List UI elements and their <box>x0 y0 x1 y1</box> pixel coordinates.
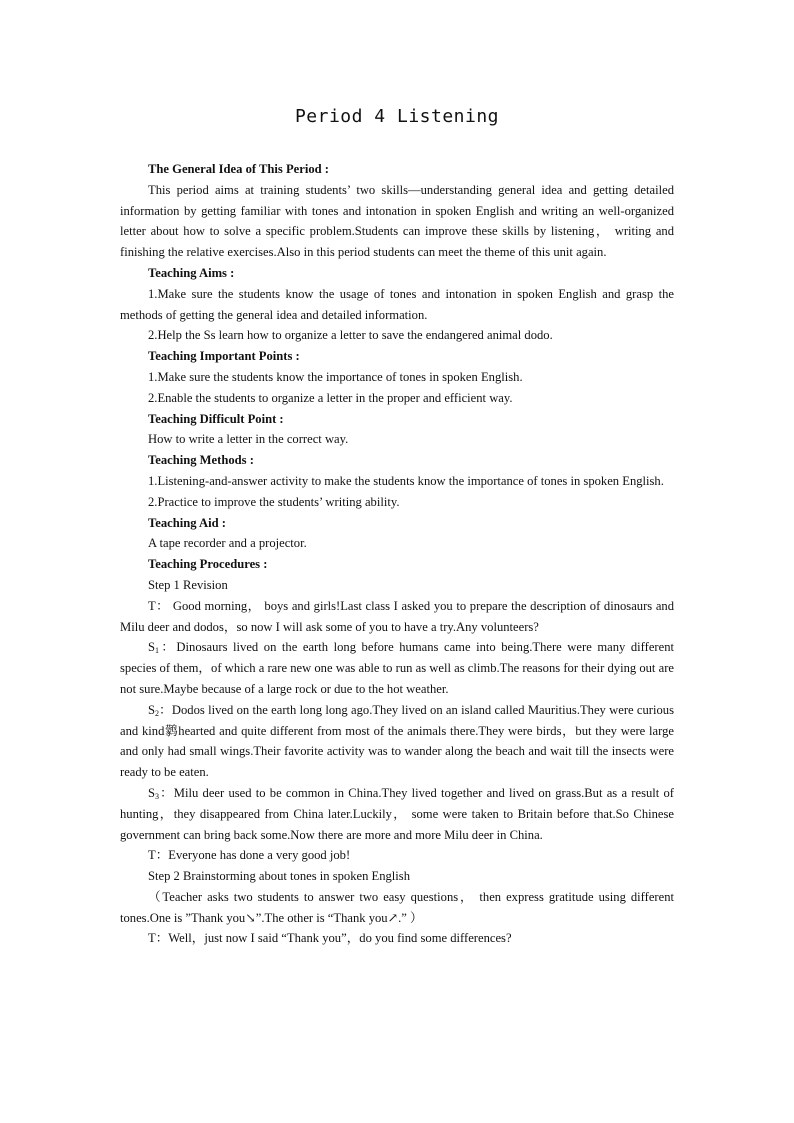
difficult-point-text: How to write a letter in the correct way. <box>148 432 349 447</box>
dialogue-teacher-line: T：Well，just now I said “Thank you”，do you find some differences? <box>148 931 512 946</box>
important-point-item: 1.Make sure the students know the importance of tones in spoken English. <box>148 369 523 384</box>
teaching-aims-heading: Teaching Aims : <box>148 265 235 280</box>
important-points-heading: Teaching Important Points : <box>148 349 300 364</box>
teaching-method-item: 2.Practice to improve the students’ writing ability. <box>148 494 400 509</box>
speaker-number: 1 <box>155 646 160 656</box>
dialogue-student-1 <box>120 637 674 699</box>
dialogue-student-3 <box>120 783 674 845</box>
teaching-aid-heading: Teaching Aid : <box>148 515 226 530</box>
step-heading: Step 2 Brainstorming about tones in spoken English <box>148 869 411 884</box>
dialogue-text: ：Milu deer used to be common in China.They lived together and lived on grass.But as a result of hunting，they disappeared from China later.Luckily， some were taken to Britain before that.So Chinese government can bring back some.Now there are more and more Milu deer in China. <box>120 785 674 842</box>
teaching-procedures-heading: Teaching Procedures : <box>148 557 268 572</box>
general-idea-text: This period aims at training students’ two skills—understanding general idea and getting detailed information by getting familiar with tones and intonation in spoken English and writing an well-organized letter about how to solve a specific problem.Students can improve these skills by listening， writing and finishing the relative exercises.Also in this period students can meet the theme of this unit again. <box>120 182 674 260</box>
dialogue-teacher-line: T：Everyone has done a very good job! <box>148 848 351 863</box>
teaching-aim-item: 2.Help the Ss learn how to organize a letter to save the endangered animal dodo. <box>148 328 553 343</box>
dialogue-text: ：Dinosaurs lived on the earth long before humans came into being.There were many different species of them，of which a rare new one was able to run as well as climb.The reasons for their dying out are not sure.Maybe because of a large rock or due to the hot weather. <box>120 640 674 696</box>
dialogue-text: ：Dodos lived on the earth long long ago.They lived on an island called Mauritius.They were curious and kind鹲hearted and quite different from most of the animals there.They were birds，but they were large and only had small wings.Their favorite activity was to wander along the beach and wait till the insects were ready to be eaten. <box>120 702 674 780</box>
speaker-label: S <box>148 702 156 717</box>
teaching-aid-text: A tape recorder and a projector. <box>148 536 307 551</box>
teaching-aim-item: 1.Make sure the students know the usage of tones and intonation in spoken English and grasp the methods of getting the general idea and detailed information. <box>120 286 674 322</box>
speaker-label: S <box>148 640 156 655</box>
speaker-number: 2 <box>155 708 160 718</box>
speaker-number: 3 <box>155 791 160 801</box>
dialogue-teacher-line: T： Good morning， boys and girls!Last class I asked you to prepare the description of dinosaurs and Milu deer and dodos，so now I will ask some of you to have a try.Any volunteers? <box>120 598 674 634</box>
speaker-label: S <box>148 785 156 800</box>
step-heading: Step 1 Revision <box>148 577 228 592</box>
difficult-point-heading: Teaching Difficult Point : <box>148 411 284 426</box>
page-title: Period 4 Listening <box>294 106 500 127</box>
stage-direction: （Teacher asks two students to answer two easy questions， then express gratitude using different tones.One is ”Thank you↘”.The other is “Thank you↗.” ） <box>120 889 674 925</box>
dialogue-student-2 <box>120 700 674 783</box>
document-body <box>120 159 674 949</box>
general-idea-heading: The General Idea of This Period : <box>148 162 329 176</box>
important-point-item: 2.Enable the students to organize a letter in the proper and efficient way. <box>148 390 513 405</box>
teaching-methods-heading: Teaching Methods : <box>148 453 254 468</box>
teaching-method-item: 1.Listening-and-answer activity to make the students know the importance of tones in spoken English. <box>148 473 664 488</box>
